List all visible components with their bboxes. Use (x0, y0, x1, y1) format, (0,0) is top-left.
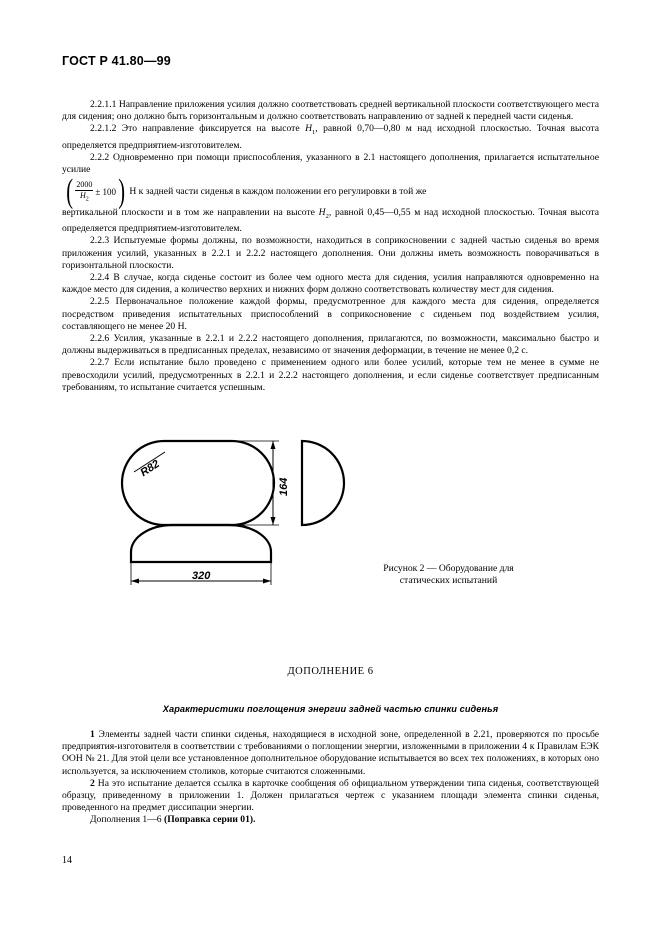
figure-2-caption (356, 563, 541, 587)
appendix-6-item-2 (62, 778, 599, 815)
p2212-text-b: , равной 0,70—0,80 м над исходной плоскостью. Точная высота определяется предприятием-изготовителем. (62, 123, 599, 151)
paragraph-2-2-5: 2.2.5 Первоначальное положение каждой формы, предусмотренное для каждого места для сидения, определяется посредством приведения испытательных приспособлений в соприкосновение с сиденьем под воздействием усилия, составляющего не менее 20 Н. (62, 296, 599, 332)
upper-form-plan (122, 441, 274, 525)
height-arrow-top (271, 441, 276, 449)
p222-text-b: Н к задней части сиденья в каждом положении его регулировки в той же (129, 186, 427, 198)
tolerance-term: ± 100 (95, 187, 117, 198)
right-paren: ) (118, 173, 126, 211)
p222-h-subscript: 2 (325, 213, 329, 221)
appendix-6-title: ДОПОЛНЕНИЕ 6 (287, 666, 374, 677)
radius-label: R82 (138, 458, 162, 480)
height-arrow-bottom (271, 517, 276, 525)
item-2-number: 2 (90, 777, 95, 789)
item-1-number: 1 (90, 729, 95, 740)
amendment-series: (Поправка серии 01). (164, 814, 256, 826)
p2212-text-a: 2.2.1.2 Это направление фиксируется на высоте (90, 123, 306, 135)
side-half-disc (302, 441, 344, 525)
page-number: 14 (62, 855, 72, 866)
p2212-h-subscript: 1 (312, 129, 316, 137)
p222-h-symbol: H (318, 207, 326, 219)
p222-text-d: , равной 0,45—0,55 м над исходной плоскостью. Точная высота определяется предприятием-изготовителем. (62, 207, 600, 235)
appendix-6-text (62, 729, 599, 827)
paragraph-2-2-6: 2.2.6 Усилия, указанные в 2.2.1 и 2.2.2 настоящего дополнения, прилагаются, по возможности, максимально быстро и должны выдерживаться в предписанных пределах, независимо от значения деформации, в течение не менее 0,2 с. (62, 333, 599, 357)
appendix-6-item-1 (62, 729, 599, 778)
width-arrow-left (131, 579, 139, 584)
fraction-numerator: 2000 (76, 179, 93, 189)
paragraph-2-2-2: 2.2.2 Одновременно при помощи приспособления, указанного в 2.1 настоящего дополнения, прилагается испытательное усилие (62, 151, 599, 175)
left-paren: ( (66, 173, 74, 211)
paragraph-2-2-1-1: 2.2.1.1 Направление приложения усилия должно соответствовать средней вертикальной плоскости соответствующего места для сидения; оно должно быть горизонтальным и должно соответствовать направлению от задней к передней части сиденья. (62, 99, 599, 123)
caption-line-2: статических испытаний (399, 575, 498, 586)
paragraph-2-2-4: 2.2.4 В случае, когда сиденье состоит из более чем одного места для сидения, усилия направляются одновременно на каждое место для сидения, а количество верхних и нижних форм должно соответствовать количеству мест для сидения. (62, 272, 599, 296)
paragraph-2-2-7: 2.2.7 Если испытание было проведено с применением одного или более усилий, которые тем не менее в сумме не превосходили усилий, предусмотренных в 2.2.1 и 2.2.2 настоящего дополнения, и если сиденье соответствует предписанным требованиям, то испытание считается успешным. (62, 357, 599, 393)
appendix-6-subtitle: Характеристики поглощения энергии задней частью спинки сиденья (162, 704, 499, 714)
amendment-note-text: Дополнения 1—6 (90, 814, 164, 826)
item-2-text: На это испытание делается ссылка в карточке сообщения об официальном утверждении типа сиденья, соответствующей образцу, приведенному в приложении 1. Должен прилагаться чертеж с указанием площади элемента спинки сиденья, проведенного на предмет диссипации энергии. (62, 777, 599, 814)
document-header: ГОСТ Р 41.80—99 (62, 54, 171, 68)
width-label: 320 (192, 570, 211, 582)
p2212-h-symbol: H (305, 123, 312, 135)
p222-text-c: вертикальной плоскости и в том же направлении на высоте (62, 207, 319, 219)
amendment-note (62, 814, 599, 826)
caption-line-1: Рисунок 2 — Оборудование для (383, 563, 514, 574)
height-label: 164 (278, 477, 290, 496)
width-arrow-right (263, 579, 271, 584)
fraction-denominator: $H_2$ (79, 190, 89, 203)
paragraph-2-2-3: 2.2.3 Испытуемые формы должны, по возможности, находиться в соприкосновении с задней частью сиденья во время приложения усилий, указанных в 2.2.1 и 2.2.2 настоящего дополнения. Они должны иметь возможность поворачиваться в горизонтальной плоскости. (62, 235, 599, 271)
item-1-text: Элементы задней части спинки сиденья, находящиеся в исходной зоне, определенной в 2.21, проверяются по просьбе предприятия-изготовителя в соответствии с требованиями о поглощении энергии, изложенными в приложении 4 к Правилам ЕЭК ООН № 21. Для этой цели все установленное дополнительное оборудование испытывается во всех тех положениях, в которых оно используется, за исключением столиков, которые считаются сложенными. (62, 729, 599, 777)
lower-form-elevation (131, 525, 271, 562)
